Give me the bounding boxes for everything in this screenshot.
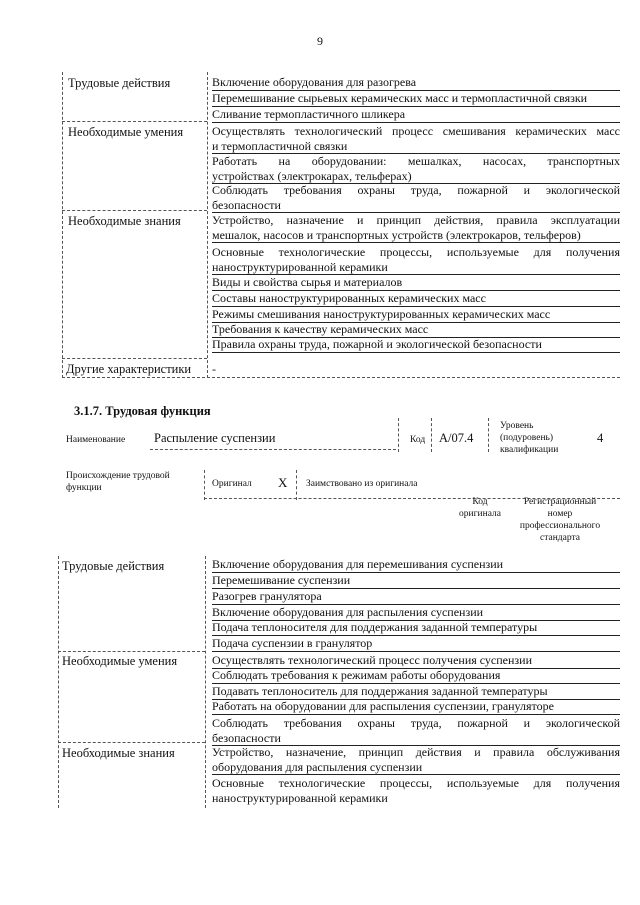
table-2-action-row: Подача суспензии в гранулятор <box>212 636 620 652</box>
label-required-skills: Необходимые умения <box>68 125 184 139</box>
page-number: 9 <box>317 34 323 48</box>
row-separator <box>58 651 205 652</box>
table-1-knowledge-row: Составы наноструктурированных керамических масс <box>212 291 620 307</box>
table-2-action-row: Разогрев гранулятора <box>212 589 620 605</box>
label-labor-actions: Трудовые действия <box>68 76 171 90</box>
table-1-knowledge-row: Виды и свойства сырья и материалов <box>212 275 620 291</box>
table-1-action-row: Сливание термопластичного шликера <box>212 107 620 123</box>
table-2-skill-row: Соблюдать требования охраны труда, пожарной и экологической безопасности <box>212 716 620 745</box>
table-2-action-row: Включение оборудования для перемешивания суспензии <box>212 557 620 573</box>
table-2-action-row: Подача теплоносителя для поддержания заданной температуры <box>212 620 620 636</box>
table-1-knowledge-row: Основные технологические процессы, используемые для получения наноструктурированной керамики <box>212 245 620 274</box>
table-1-knowledge-row: Режимы смешивания наноструктурированных керамических масс <box>212 307 620 323</box>
table-2-skill-row: Работать на оборудовании для распыления суспензии, грануляторе <box>212 699 620 715</box>
row-separator <box>62 210 207 211</box>
row-separator <box>58 742 205 743</box>
table-2-skill-row: Соблюдать требования к режимам работы оборудования <box>212 668 620 684</box>
table-2-action-row: Перемешивание суспензии <box>212 573 620 589</box>
origin-cell-border <box>296 470 297 500</box>
label-labor-actions: Трудовые действия <box>62 559 165 573</box>
label-required-knowledge: Необходимые знания <box>62 746 175 760</box>
original-checkmark: X <box>278 475 288 490</box>
table-1-column-divider <box>207 72 208 378</box>
table-2-knowledge-row: Основные технологические процессы, используемые для получения наноструктурированной керамики <box>212 776 620 805</box>
origin-cell-border <box>204 470 205 500</box>
name-field-right-border <box>398 418 399 452</box>
table-2-skill-row: Осуществлять технологический процесс получения суспензии <box>212 653 620 669</box>
row-separator <box>62 358 207 359</box>
original-code-caption: Код оригинала <box>459 497 501 519</box>
borrowed-label: Заимствовано из оригинала <box>306 479 418 489</box>
table-1-other-value: - <box>212 362 216 376</box>
table-1-knowledge-row: Требования к качеству керамических масс <box>212 322 620 338</box>
code-label: Код <box>410 435 426 445</box>
code-field-left-border <box>431 418 432 452</box>
label-required-skills: Необходимые умения <box>62 654 178 668</box>
label-required-knowledge: Необходимые знания <box>68 214 181 228</box>
original-label: Оригинал <box>212 479 252 489</box>
row-separator <box>62 121 207 122</box>
registration-number-caption: Регистрационный номер профессионального стандарта <box>519 497 601 543</box>
table-1-skill-row: Осуществлять технологический процесс смешивания керамических масс и термопластичной связки <box>212 124 620 153</box>
function-name-value: Распыление суспензии <box>154 431 276 445</box>
table-1-left-border <box>62 72 63 378</box>
table-1-skill-row: Работать на оборудовании: мешалках, насосах, транспортных устройствах (электрокарах, тельферах) <box>212 154 620 183</box>
table-1-action-row: Включение оборудования для разогрева <box>212 75 620 91</box>
origin-label: Происхождение трудовой функции <box>66 471 170 493</box>
table-2-skill-row: Подавать теплоноситель для поддержания заданной температуры <box>212 684 620 700</box>
table-2-left-border <box>58 556 59 808</box>
qualification-level-value: 4 <box>597 431 604 445</box>
table-1-knowledge-row: Устройство, назначение и принцип действия, правила эксплуатации мешалок, насосов и транспортных устройств (электрокаров, тельферов) <box>212 213 620 242</box>
code-field-right-border <box>488 418 489 452</box>
label-other-characteristics: Другие характеристики <box>66 362 192 376</box>
name-field-underline <box>150 449 396 450</box>
section-title: 3.1.7. Трудовая функция <box>74 404 211 418</box>
table-1-skill-row: Соблюдать требования охраны труда, пожарной и экологической безопасности <box>212 183 620 212</box>
table-2-knowledge-row: Устройство, назначение, принцип действия и правила обслуживания оборудования для распыления суспензии <box>212 745 620 774</box>
table-2-column-divider <box>205 556 206 808</box>
qualification-level-label: Уровень (подуровень) квалификации <box>500 421 559 455</box>
code-value: А/07.4 <box>439 431 474 445</box>
table-2-action-row: Включение оборудования для распыления суспензии <box>212 605 620 621</box>
name-label: Наименование <box>66 435 126 445</box>
table-1-bottom-border <box>62 377 620 378</box>
table-1-knowledge-row: Правила охраны труда, пожарной и экологической безопасности <box>212 337 620 353</box>
table-1-action-row: Перемешивание сырьевых керамических масс и термопластичной связки <box>212 91 620 107</box>
